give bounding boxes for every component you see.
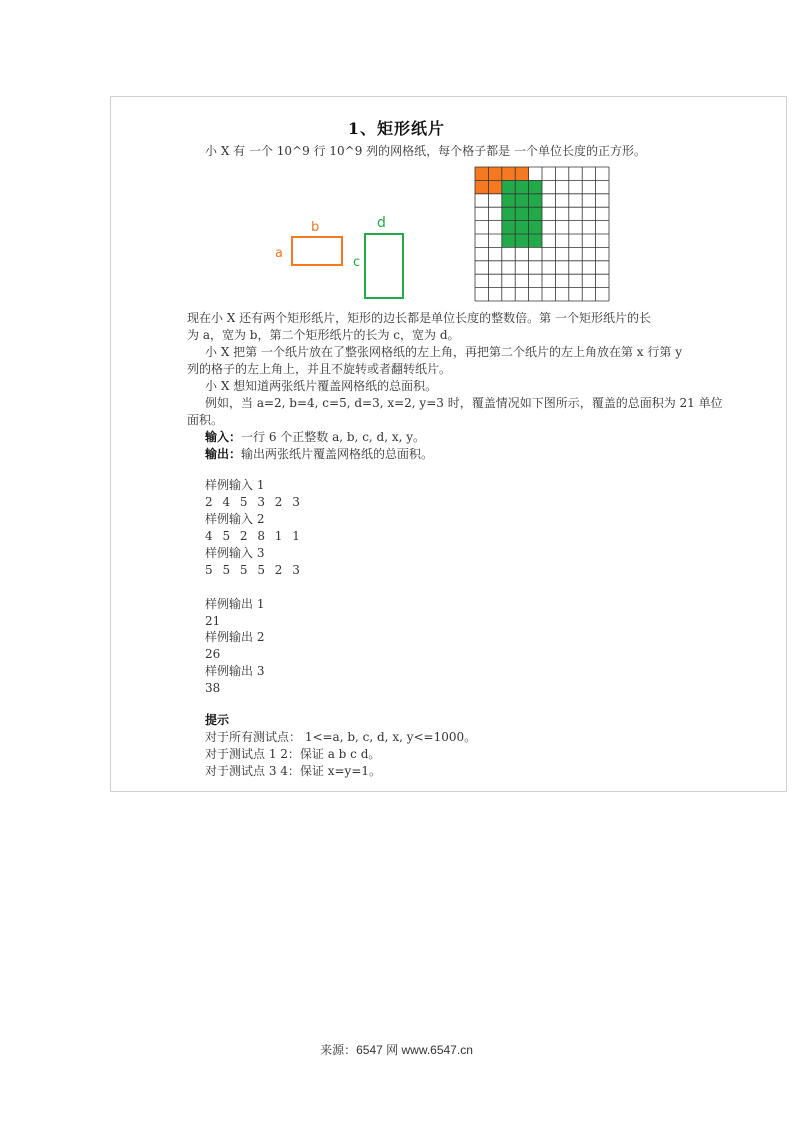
paragraph-2-line-1: 小 X 把第 一个纸片放在了整张网格纸的左上角，再把第二个纸片的左上角放在第 x 行第 y — [205, 345, 682, 359]
label-b: b — [311, 220, 320, 235]
grid-example-diagram — [473, 165, 613, 307]
sample-input-1-value: 2 4 5 3 2 3 — [205, 495, 303, 509]
sample-output-1-value: 21 — [205, 614, 221, 628]
sample-output-3-value: 38 — [205, 681, 221, 695]
sample-output-2-label: 样例输出 2 — [205, 630, 265, 644]
sample-output-3-label: 样例输出 3 — [205, 664, 265, 678]
sample-input-2-label: 样例输入 2 — [205, 512, 265, 526]
hint-line-1: 对于所有测试点： 1<=a, b, c, d, x, y<=1000。 — [205, 730, 477, 744]
example-line-1: 例如，当 a=2, b=4, c=5, d=3, x=2, y=3 时，覆盖情况如下图所示，覆盖的总面积为 21 单位 — [205, 396, 723, 410]
grid-second-paper — [502, 180, 542, 247]
label-a: a — [275, 246, 283, 261]
output-text: 输出两张纸片覆盖网格纸的总面积。 — [241, 447, 434, 461]
sample-output-1-label: 样例输出 1 — [205, 597, 265, 611]
sample-input-3-label: 样例输入 3 — [205, 546, 265, 560]
rectangle-definition-diagram — [270, 210, 415, 305]
output-label: 输出： — [205, 447, 242, 461]
problem-title: 1、矩形纸片 — [347, 119, 446, 138]
label-d: d — [377, 215, 386, 231]
sample-output-2-value: 26 — [205, 647, 221, 661]
output-spec — [205, 446, 433, 463]
hint-line-2: 对于测试点 1 2：保证 a b c d。 — [205, 747, 381, 761]
input-spec — [205, 429, 425, 446]
paragraph-1-line-1: 现在小 X 还有两个矩形纸片，矩形的边长都是单位长度的整数倍。第 一个矩形纸片的长 — [187, 311, 651, 325]
paragraph-3: 小 X 想知道两张纸片覆盖网格纸的总面积。 — [205, 379, 438, 393]
paragraph-2-line-2: 列的格子的左上角上，并且不旋转或者翻转纸片。 — [187, 362, 452, 376]
sample-input-1-label: 样例输入 1 — [205, 478, 265, 492]
paragraph-1-line-2: 为 a，宽为 b，第二个矩形纸片的长为 c，宽为 d。 — [187, 328, 460, 342]
sample-input-2-value: 4 5 2 8 1 1 — [205, 529, 303, 543]
input-label: 输入： — [205, 430, 242, 444]
sample-input-3-value: 5 5 5 5 2 3 — [205, 563, 303, 577]
label-c: c — [353, 255, 361, 270]
example-line-2: 面积。 — [187, 413, 224, 427]
intro-text: 小 X 有 一个 10^9 行 10^9 列的网格纸，每个格子都是 一个单位长度的正方形。 — [205, 144, 646, 158]
input-text: 一行 6 个正整数 a, b, c, d, x, y。 — [241, 430, 426, 444]
hint-title: 提示 — [205, 713, 230, 727]
first-rectangle — [292, 237, 342, 265]
hint-line-3: 对于测试点 3 4：保证 x=y=1。 — [205, 764, 382, 778]
page-footer-source: 来源：6547 网 www.6547.cn — [320, 1043, 473, 1057]
second-rectangle — [365, 234, 403, 298]
